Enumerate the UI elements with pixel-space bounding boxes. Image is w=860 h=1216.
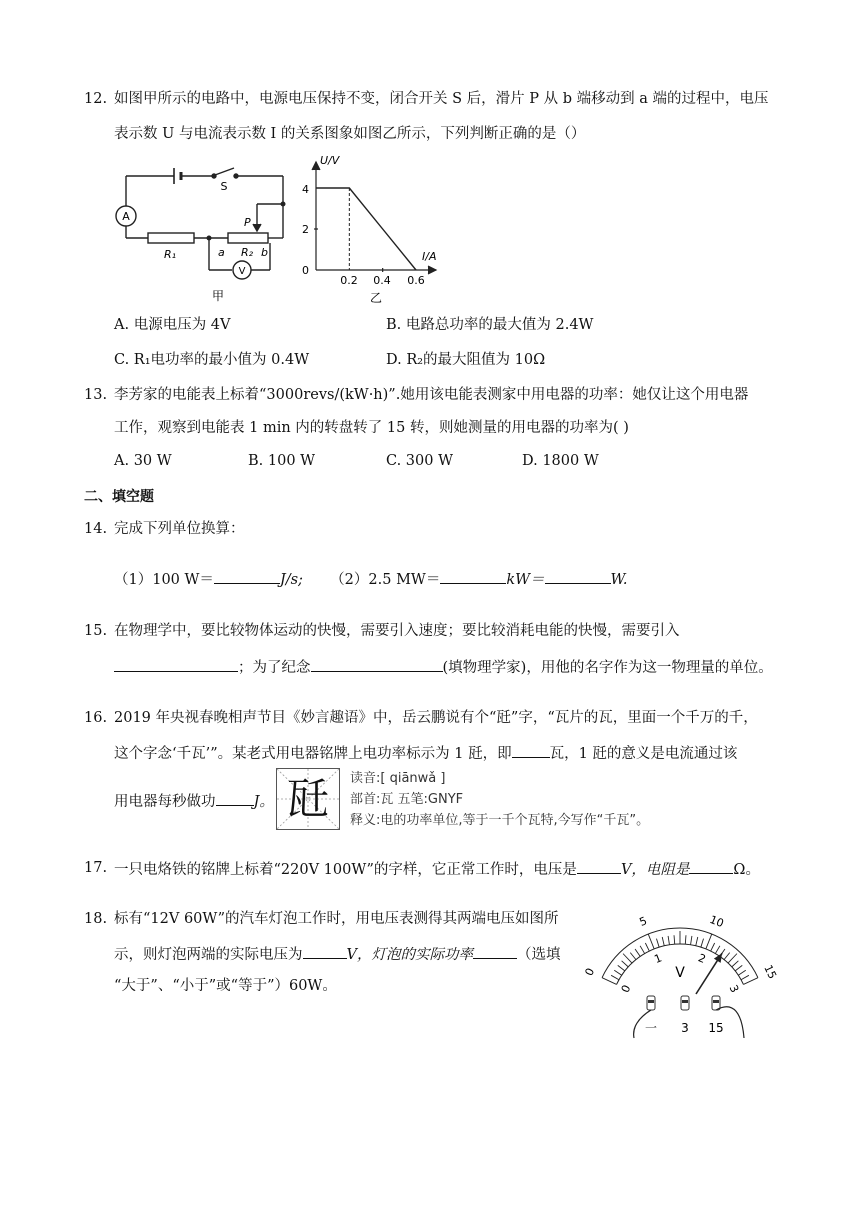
dial-tick: [614, 970, 621, 975]
ui-graph: [296, 150, 456, 310]
y-tick-2: 2: [302, 223, 309, 236]
ui-series-line: [316, 188, 416, 270]
dial-outer-label: 5: [637, 914, 649, 929]
q14-conversions: [114, 568, 628, 590]
q15-stem-line2: [114, 656, 773, 678]
q18-line2-start: 示，则灯泡两端的实际电压为: [114, 947, 303, 963]
dial-outer-label: 15: [761, 962, 780, 982]
dial-tick: [622, 961, 629, 967]
q15-blank-1[interactable]: [114, 656, 238, 672]
q13-number: 13.: [84, 387, 108, 403]
q14-part2-prefix: （2）2.5 MW＝: [330, 572, 441, 588]
dial-tick: [648, 934, 654, 949]
dial-tick: [728, 954, 737, 963]
dial-tick: [623, 954, 632, 963]
q12-stem-line2: 表示数 U 与电流表示数 I 的关系图象如图乙所示，下列判断正确的是（）: [114, 126, 586, 142]
q14-blank-3[interactable]: [545, 568, 611, 584]
dial-tick: [701, 939, 704, 948]
dial-tick: [696, 937, 698, 946]
dial-inner-label: 2: [696, 951, 708, 967]
q16-blank-1[interactable]: [512, 742, 550, 758]
q15-number: 15.: [84, 623, 108, 639]
r1-label: R₁: [164, 248, 177, 261]
voltmeter-dial: [584, 896, 784, 1046]
dial-tick: [618, 965, 625, 971]
voltmeter-unit: V: [675, 965, 685, 981]
q13-option-c[interactable]: C. 300 W: [386, 453, 453, 469]
dial-tick: [640, 946, 645, 954]
dial-tick: [735, 965, 742, 971]
dict-reading: 读音:[ qiānwǎ ]: [350, 771, 446, 786]
q16-line2-end: 瓦，1 瓩的意义是电流通过该: [549, 746, 738, 762]
q12-option-d[interactable]: D. R₂的最大阻值为 10Ω: [386, 352, 546, 368]
x-tick-0.6: 0.6: [407, 274, 425, 287]
q16-stem-line3: [114, 790, 274, 812]
q15-stem-line1: 在物理学中，要比较物体运动的快慢，需要引入速度；要比较消耗电能的快慢，需要引入: [114, 623, 680, 639]
q13-option-b[interactable]: B. 100 W: [248, 453, 316, 469]
q16-stem-line2: [114, 742, 737, 764]
dial-tick: [635, 949, 640, 956]
q12-option-c[interactable]: C. R₁电功率的最小值为 0.4W: [114, 352, 310, 368]
q15-line2-end: (填物理学家)，用他的名字作为这一物理量的单位。: [442, 660, 773, 676]
character-grid-box: [276, 768, 340, 830]
r2-label: R₂: [241, 246, 254, 259]
dial-tick: [741, 975, 749, 979]
dial-tick: [743, 978, 758, 985]
q14-stem: 完成下列单位换算：: [114, 521, 245, 537]
q13-option-a[interactable]: A. 30 W: [114, 453, 172, 469]
switch-label: S: [220, 180, 228, 193]
dial-tick: [685, 935, 686, 944]
q17-blank-1[interactable]: [577, 858, 621, 874]
q16-blank-2[interactable]: [216, 790, 254, 806]
q18-number: 18.: [84, 911, 108, 927]
dial-tick: [724, 953, 730, 960]
character-glyph: 瓩: [286, 774, 329, 823]
terminal-negative: 一: [644, 1021, 658, 1035]
q17-mid: V，电阻是: [620, 862, 690, 878]
q18-line2-end: （选填: [516, 947, 561, 963]
q16-line3-end: J。: [253, 794, 274, 810]
x-tick-0.4: 0.4: [373, 274, 391, 287]
q18-stem-line1: 标有“12V 60W”的汽车灯泡工作时，用电压表测得其两端电压如图所: [114, 911, 559, 927]
q16-line2-start: 这个字念‘千瓦’”。某老式用电器铭牌上电功率标示为 1 瓩，即: [114, 746, 512, 762]
voltmeter-label: V: [238, 266, 246, 277]
q14-part2-unit-kw: kW＝: [506, 572, 545, 588]
q14-part2-unit-w: W.: [610, 572, 628, 588]
y-axis-label: U/V: [320, 154, 340, 167]
q18-stem-line2: [114, 943, 560, 965]
q17-end: Ω。: [733, 862, 760, 878]
q13-stem-line2: 工作，观察到电能表 1 min 内的转盘转了 15 转，则她测量的用电器的功率为( ): [114, 420, 629, 436]
q12-option-a[interactable]: A. 电源电压为 4V: [114, 317, 231, 333]
dial-tick: [668, 936, 669, 945]
q14-part1-prefix: （1）100 W＝: [114, 572, 214, 588]
q17-stem: [114, 858, 760, 880]
section-heading-fill-in: 二、填空题: [84, 489, 154, 505]
dial-tick: [656, 939, 659, 948]
dial-inner-label: 1: [652, 951, 664, 967]
dial-tick: [645, 943, 649, 951]
q16-stem-line1: 2019 年央视春晚相声节目《妙言趣语》中，岳云鹏说有个“瓩”字，“瓦片的瓦，里面一个千万的千，: [114, 710, 758, 726]
dial-tick: [706, 934, 712, 949]
x-tick-0.2: 0.2: [340, 274, 358, 287]
q17-blank-2[interactable]: [689, 858, 733, 874]
dial-tick: [630, 953, 636, 960]
graph-caption: 乙: [370, 291, 383, 305]
dial-tick: [602, 978, 617, 985]
dial-outer-label: 10: [707, 912, 726, 931]
dial-tick: [611, 975, 619, 979]
needle-arrowhead: [714, 953, 722, 963]
slider-label: P: [244, 216, 251, 229]
q12-stem-line1: 如图甲所示的电路中，电源电压保持不变，闭合开关 S 后，滑片 P 从 b 端移动到 a 端的过程中，电压: [114, 91, 769, 107]
q17-number: 17.: [84, 860, 108, 876]
dial-tick: [662, 937, 664, 946]
dial-inner-label: 3: [726, 982, 742, 995]
q18-blank-1[interactable]: [303, 943, 347, 959]
q15-line2-mid: ；为了纪念: [238, 660, 311, 676]
dict-meaning: 释义:电的功率单位,等于一千个瓦特,今写作“千瓦”。: [350, 813, 650, 828]
circuit-caption: 甲: [212, 289, 225, 303]
dial-outer-label: 0: [582, 966, 598, 978]
q14-blank-1[interactable]: [214, 568, 280, 584]
q17-start: 一只电烙铁的铭牌上标着“220V 100W”的字样，它正常工作时，电压是: [114, 862, 577, 878]
q15-blank-2[interactable]: [311, 656, 443, 672]
dict-radical: 部首:瓦 五笔:GNYF: [350, 792, 464, 807]
q18-blank-2[interactable]: [473, 943, 517, 959]
q18-stem-line3: “大于”、“小于”或“等于”）60W。: [114, 978, 337, 994]
q12-option-b[interactable]: B. 电路总功率的最大值为 2.4W: [386, 317, 594, 333]
q12-number: 12.: [84, 91, 108, 107]
dial-tick: [738, 970, 745, 975]
dial-tick: [732, 961, 739, 967]
dial-tick: [691, 936, 692, 945]
circuit-diagram: [108, 164, 298, 304]
terminal-3: 3: [681, 1021, 689, 1035]
q14-blank-2[interactable]: [440, 568, 506, 584]
dial-tick: [715, 946, 720, 954]
dictionary-entry: [350, 768, 649, 831]
terminal-a-label: a: [218, 246, 225, 259]
q18-line2-mid: V，灯泡的实际功率: [346, 947, 473, 963]
q16-line3-start: 用电器每秒做功: [114, 794, 216, 810]
terminal-15: 15: [708, 1021, 724, 1035]
q14-part1-unit: J/s;: [279, 572, 303, 588]
q13-option-d[interactable]: D. 1800 W: [522, 453, 599, 469]
terminal-b-label: b: [261, 246, 268, 259]
dial-inner-label: 0: [618, 982, 634, 995]
q14-number: 14.: [84, 521, 108, 537]
x-axis-label: I/A: [422, 250, 437, 263]
ammeter-label: A: [122, 210, 130, 223]
y-tick-4: 4: [302, 183, 309, 196]
q16-number: 16.: [84, 710, 108, 726]
q13-stem-line1: 李芳家的电能表上标着“3000revs/(kW·h)”.她用该电能表测家中用电器的功率：她仅让这个用电器: [114, 387, 749, 403]
dial-tick: [674, 935, 675, 944]
dial-tick: [711, 943, 715, 951]
y-tick-0: 0: [302, 264, 309, 277]
